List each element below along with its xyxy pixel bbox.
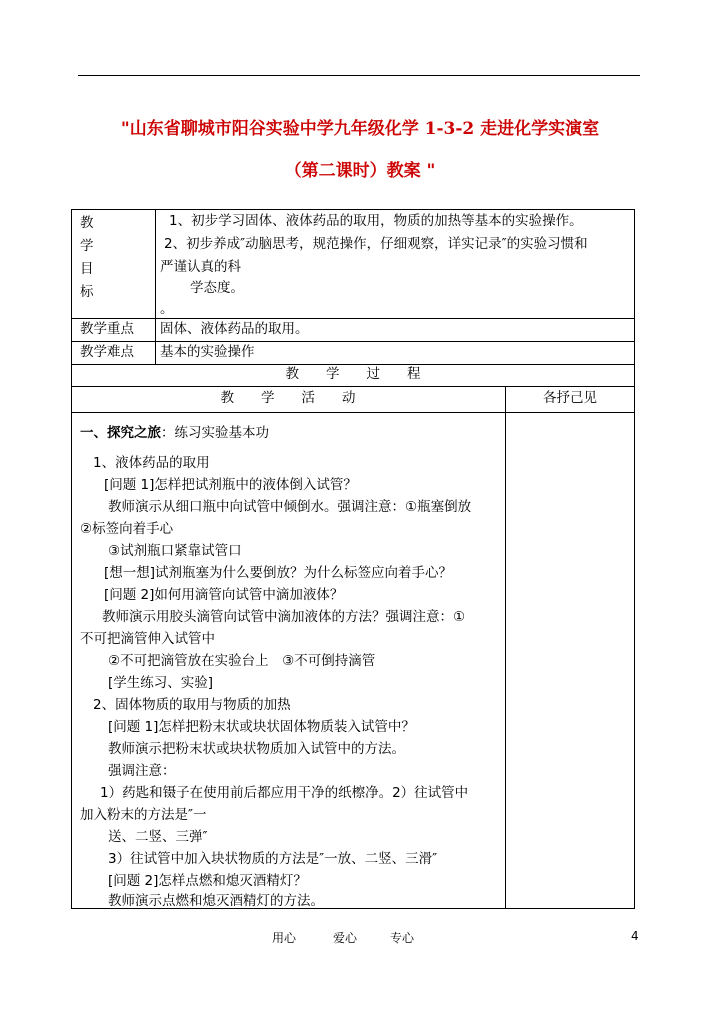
- body-line: ②不可把滴管放在实验台上 ③不可倒持滴管: [108, 653, 376, 669]
- body-line: 教师演示用胶头滴管向试管中滴加液体的方法？强调注意：①: [102, 609, 466, 625]
- body-line: ②标签向着手心: [80, 521, 174, 537]
- objective-line: 。: [160, 301, 174, 317]
- body-line: 2、固体物质的取用与物质的加热: [93, 697, 291, 713]
- section-title-bold: 一、探究之旅: [80, 425, 161, 441]
- objective-line: 学态度。: [190, 280, 244, 296]
- header-rule: [78, 75, 640, 76]
- body-line: 教师演示从细口瓶中向试管中倾倒水。强调注意：①瓶塞倒放: [108, 499, 472, 515]
- document-title-line-1: "山东省聊城市阳谷实验中学九年级化学 1-3-2 走进化学实演室: [120, 119, 600, 139]
- difficulty-label: 教学难点: [80, 344, 134, 360]
- objective-line: 1、初步学习固体、液体药品的取用，物质的加热等基本的实验操作。: [169, 213, 583, 229]
- body-line: [问题 1]怎样把粉末状或块状固体物质装入试管中？: [108, 719, 415, 735]
- section-title: [80, 422, 269, 445]
- body-line: [问题 2]怎样点燃和熄灭酒精灯？: [108, 873, 307, 889]
- body-line: ③试剂瓶口紧靠试管口: [108, 543, 242, 559]
- notes-header: 各抒己见: [543, 390, 597, 406]
- body-line: 1、液体药品的取用: [93, 455, 210, 471]
- process-header: 教 学 过 程: [285, 366, 421, 382]
- col-divider: [155, 209, 156, 364]
- footer-right: 专心: [390, 931, 415, 945]
- key-point-value: 固体、液体药品的取用。: [160, 321, 309, 337]
- body-line: 强调注意：: [108, 763, 176, 779]
- objectives-label-char: 标: [80, 284, 94, 300]
- key-point-label: 教学重点: [80, 321, 134, 337]
- footer-middle: 爱心: [333, 931, 358, 945]
- document-title-line-2: （第二课时）教案 ": [284, 161, 436, 181]
- objectives-label-char: 教: [80, 215, 94, 231]
- body-line: 教师演示把粉末状或块状物质加入试管中的方法。: [108, 741, 405, 757]
- objectives-label-char: 目: [80, 261, 94, 277]
- body-line: [学生练习、实验]: [108, 675, 214, 691]
- body-line: [想一想]试剂瓶塞为什么要倒放？为什么标签应向着手心？: [104, 565, 453, 581]
- activity-header: 教 学 活 动: [220, 390, 356, 406]
- body-line: 加入粉末的方法是″一: [80, 807, 207, 823]
- body-line: 不可把滴管伸入试管中: [80, 631, 215, 647]
- objectives-label-char: 学: [80, 238, 94, 254]
- page-number: 4: [631, 929, 639, 943]
- body-line: [问题 1]怎样把试剂瓶中的液体倒入试管？: [104, 477, 357, 493]
- row-divider: [71, 412, 635, 413]
- body-line: [问题 2]如何用滴管向试管中滴加液体？: [104, 587, 344, 603]
- body-line: 送、二竖、三弹″: [108, 829, 208, 845]
- col-divider: [505, 386, 506, 909]
- body-line: 1）药匙和镊子在使用前后都应用干净的纸檫净。2）往试管中: [100, 785, 469, 801]
- footer-left: 用心: [272, 931, 297, 945]
- objective-line: 严谨认真的科: [160, 259, 241, 275]
- body-line: 教师演示点燃和熄灭酒精灯的方法。: [108, 893, 324, 909]
- section-title-rest: ：练习实验基本功: [161, 425, 269, 441]
- objective-line: 2、初步养成″动脑思考，规范操作，仔细观察，详实记录″的实验习惯和: [164, 236, 588, 252]
- difficulty-value: 基本的实验操作: [160, 344, 255, 360]
- body-line: 3）往试管中加入块状物质的方法是″一放、二竖、三滑″: [108, 851, 438, 867]
